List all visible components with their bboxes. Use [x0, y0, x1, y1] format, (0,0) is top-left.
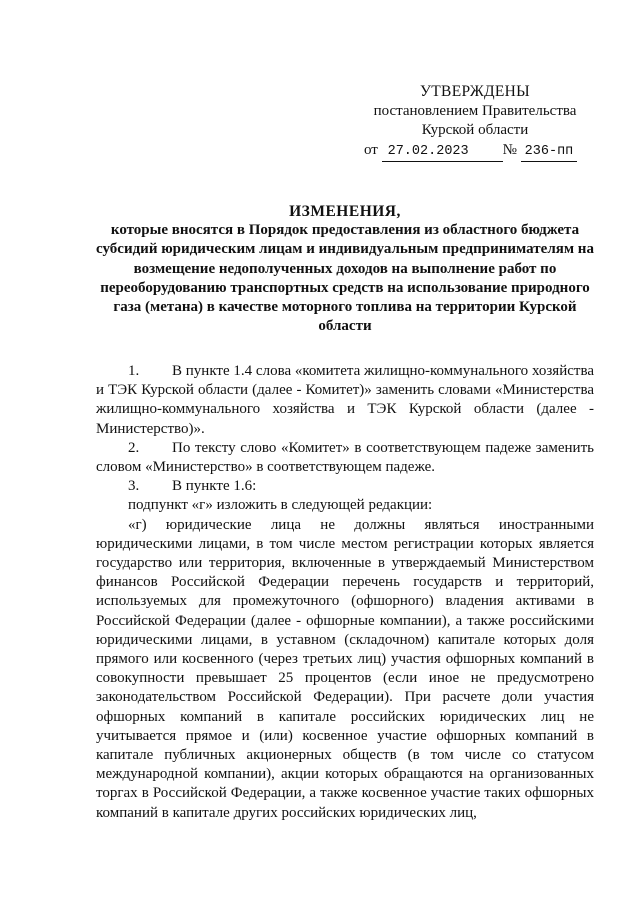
item-2: [96, 439, 594, 477]
subpoint-text: «г) юридические лица не должны являться иностранными юридическими лицами, в том числе местом регистрации которых является государство или территория, включенные в утверждаемый Министерством финансов Российской Федерации перечень государств и территорий, используемых для промежуточного (офшорного) владения активами в Российской Федерации (далее - офшорные компании), а также российскими юридическими лицами, в уставном (складочном) капитале которых доля прямого или косвенного (через третьих лиц) участия офшорных компаний в совокупности превышает 25 процентов (если иное не предусмотрено законодательством Российской Федерации). При расчете доли участия офшорных компаний в капитале российских юридических лиц не учитывается прямое и (или) косвенное участие офшорных компаний в капитале публичных акционерных обществ (в том числе со статусом международной компании), акции которых обращаются на организованных торгах в Российской Федерации, а также косвенное участие таких офшорных компаний в капитале других российских юридических лиц,: [96, 516, 594, 821]
approval-stamp: [360, 82, 590, 162]
number-field: [521, 141, 577, 163]
date-field: [382, 141, 503, 163]
item-text: В пункте 1.6:: [172, 478, 257, 495]
document-body: [96, 362, 594, 823]
item-number: 3.: [128, 478, 140, 495]
subpoint-intro: подпункт «г» изложить в следующей редакции:: [128, 497, 433, 514]
item-text: В пункте 1.4 слова «комитета жилищно-коммунального хозяйства и ТЭК Курской области (далее - Комитет)» заменить словами «Министерства жилищно-коммунального хозяйства и ТЭК Курской области (далее - Министерство)».: [96, 363, 594, 437]
item-number: 1.: [128, 363, 140, 379]
item-1: [96, 362, 594, 439]
item-3: [96, 477, 594, 496]
approval-heading: УТВЕРЖДЕНЫ: [420, 83, 530, 100]
approval-line-2: Курской области: [421, 122, 529, 138]
approval-line-1: постановлением Правительства: [373, 102, 577, 119]
title-subtitle: которые вносятся в Порядок предоставления из областного бюджета субсидий юридическим лицам и индивидуальным предпринимателям на возмещение недополученных доходов на выполнение работ по переоборудованию транспортных средств на использование природного газа (метана) в качестве моторного топлива на территории Курской области: [96, 222, 594, 335]
item-number: 2.: [128, 439, 140, 456]
number-value: 236-пп: [524, 143, 574, 159]
number-prefix: №: [502, 141, 517, 158]
document-title: [96, 202, 594, 336]
title-main: ИЗМЕНЕНИЯ,: [289, 203, 401, 220]
date-prefix: от: [364, 141, 378, 158]
approval-date-row: [360, 141, 590, 163]
date-value: 27.02.2023: [387, 143, 469, 159]
item-text: По тексту слово «Комитет» в соответствующем падеже заменить словом «Министерство» в соответствующем падеже.: [96, 439, 594, 476]
